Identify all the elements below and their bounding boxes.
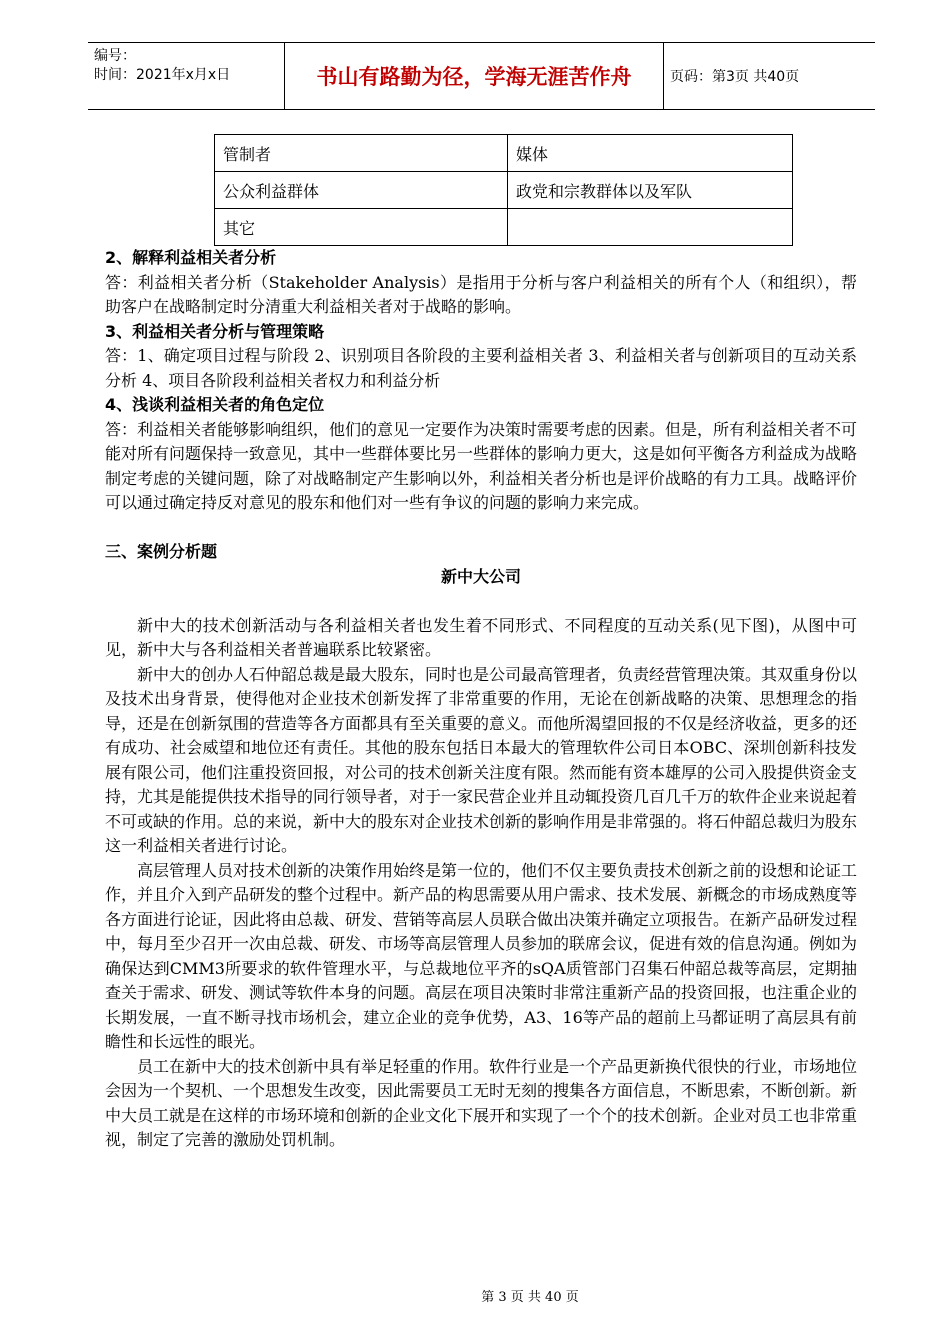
- stakeholder-table: [214, 134, 793, 246]
- header-motto-cell: [284, 43, 664, 109]
- time-label: 时间：2021年x月x日: [94, 67, 231, 83]
- table-cell: 其它: [215, 209, 508, 246]
- table-row: [215, 209, 793, 246]
- document-body: [105, 246, 857, 1153]
- table-cell: 管制者: [215, 135, 508, 172]
- page-header: [88, 42, 875, 110]
- question-4-answer: 答：利益相关者能够影响组织，他们的意见一定要作为决策时需要考虑的因素。但是，所有利益相关者不可能对所有问题保持一致意见，其中一些群体要比另一些群体的影响力更大，这是如何平衡各方利益成为战略制定考虑的关键问题，除了对战略制定产生影响以外，利益相关者分析也是评价战略的有力工具。战略评价可以通过确定持反对意见的股东和他们对一些有争议的问题的影响力来完成。: [105, 419, 858, 512]
- header-page-info: 页码：第3页 共40页: [670, 69, 800, 85]
- question-4-heading: 4、浅谈利益相关者的角色定位: [105, 395, 325, 414]
- spacer: [105, 589, 857, 614]
- table-cell: 媒体: [508, 135, 793, 172]
- table-row: [215, 135, 793, 172]
- table-cell: 公众利益群体: [215, 172, 508, 209]
- header-motto: 书山有路勤为径，学海无涯苦作舟: [316, 65, 632, 89]
- page-footer: [0, 1286, 950, 1305]
- spacer: [105, 516, 857, 541]
- case-paragraph: 高层管理人员对技术创新的决策作用始终是第一位的，他们不仅主要负责技术创新之前的设想和论证工作，并且介入到产品研发的整个过程中。新产品的构思需要从用户需求、技术发展、新概念的市场成熟度等各方面进行论证，因此将由总裁、研发、营销等高层人员联合做出决策并确定立项报告。在新产品研发过程中，每月至少召开一次由总裁、研发、市场等高层管理人员参加的联席会议，促进有效的信息沟通。例如为确保达到CMM3所要求的软件管理水平，与总裁地位平齐的sQA质管部门召集石仲韶总裁等高层，定期抽查关于需求、研发、测试等软件本身的问题。高层在项目决策时非常注重新产品的投资回报，也注重企业的长期发展，一直不断寻找市场机会，建立企业的竞争优势，A3、16等产品的超前上马都证明了高层具有前瞻性和长远性的眼光。: [105, 860, 858, 1051]
- part-3-heading: 三、案例分析题: [105, 542, 218, 561]
- table-cell: 政党和宗教群体以及军队: [508, 172, 793, 209]
- header-left: [94, 47, 230, 85]
- question-3-answer: 答：1、确定项目过程与阶段 2、识别项目各阶段的主要利益相关者 3、利益相关者与创新项目的互动关系分析 4、项目各阶段利益相关者权力和利益分析: [105, 346, 857, 390]
- question-3-heading: 3、利益相关者分析与管理策略: [105, 321, 325, 341]
- case-paragraph: 新中大的技术创新活动与各利益相关者也发生着不同形式、不同程度的互动关系(见下图)，从图中可见，新中大与各利益相关者普遍联系比较紧密。: [105, 615, 857, 659]
- footer-page-number: 第 3 页 共 40 页: [481, 1290, 579, 1305]
- case-title: 新中大公司: [440, 566, 521, 586]
- table-row: [215, 172, 793, 209]
- table-cell: [508, 209, 793, 246]
- question-2-answer: 答：利益相关者分析（Stakeholder Analysis）是指用于分析与客户利益相关的所有个人（和组织），帮助客户在战略制定时分清重大利益相关者对于战略的影响。: [105, 272, 857, 316]
- case-paragraph: 员工在新中大的技术创新中具有举足轻重的作用。软件行业是一个产品更新换代很快的行业，市场地位会因为一个契机、一个思想发生改变，因此需要员工无时无刻的搜集各方面信息，不断思索，不断创新。新中大员工就是在这样的市场环境和创新的企业文化下展开和实现了一个个的技术创新。企业对员工也非常重视，制定了完善的激励处罚机制。: [105, 1056, 858, 1149]
- case-paragraph: 新中大的创办人石仲韶总裁是最大股东，同时也是公司最高管理者，负责经营管理决策。其双重身份以及技术出身背景，使得他对企业技术创新发挥了非常重要的作用，无论在创新战略的决策、思想理念的指导，还是在创新氛围的营造等各方面都具有至关重要的意义。而他所渴望回报的不仅是经济收益，更多的还有成功、社会威望和地位还有责任。其他的股东包括日本最大的管理软件公司日本OBC、深圳创新科技发展有限公司，他们注重投资回报，对公司的技术创新关注度有限。然而能有资本雄厚的公司入股提供资金支持，尤其是能提供技术指导的同行领导者，对于一家民营企业并且动辄投资几百几千万的软件企业来说起着不可或缺的作用。总的来说，新中大的股东对企业技术创新的影响作用是非常强的。将石仲韶总裁归为股东这一利益相关者进行讨论。: [105, 664, 858, 855]
- number-label: 编号：: [94, 48, 136, 64]
- question-2-heading: 2、解释利益相关者分析: [105, 248, 277, 267]
